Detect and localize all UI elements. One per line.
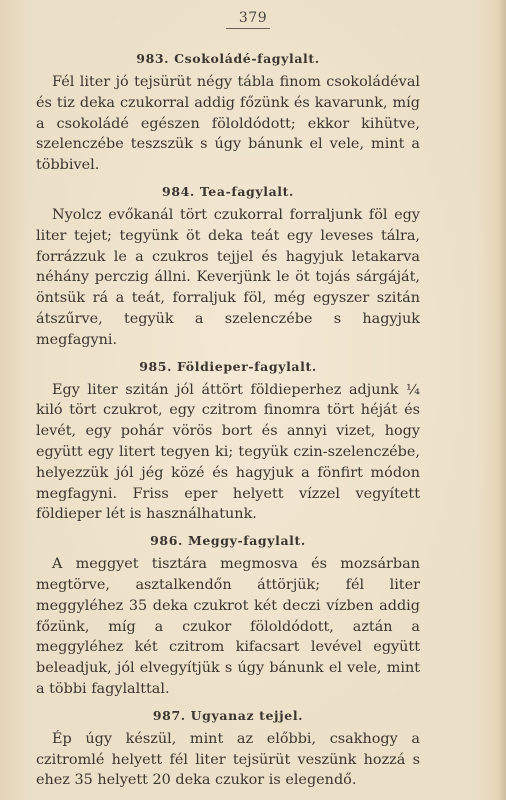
recipe-heading xyxy=(36,530,420,552)
page-number-rule xyxy=(226,28,270,29)
recipe-983 xyxy=(36,48,420,176)
recipe-number: 984. xyxy=(162,183,195,199)
recipe-987 xyxy=(36,705,420,791)
recipe-heading xyxy=(36,48,420,70)
page-edge-shadow xyxy=(498,0,506,800)
recipe-text: Fél liter jó tejsürüt négy tábla finom csokoládéval és tiz deka czukorral addig főzünk és kavarunk, míg a csokoládé egészen föloldódott; ekkor kihütve, szelenczébe teszszük s úgy bánunk el vele, mint a többivel. xyxy=(36,74,420,174)
recipe-text: Ép úgy készül, mint az előbbi, csakhogy a czitromlé helyett fél liter tejsürüt veszünk hozzá s ehez 35 helyett 20 deka czukor is elegendő. xyxy=(36,730,420,789)
recipe-number: 986. xyxy=(150,533,183,549)
recipe-number: 983. xyxy=(136,51,170,66)
recipe-984 xyxy=(36,181,420,351)
recipe-heading xyxy=(36,356,420,378)
recipe-986 xyxy=(36,530,420,700)
recipe-985 xyxy=(36,356,420,526)
recipe-heading xyxy=(36,705,420,727)
recipe-heading xyxy=(36,181,420,203)
recipe-number: 987. xyxy=(152,707,186,723)
recipe-text: Egy liter szitán jól áttört földieperhez adjunk ¼ kiló tört czukrot, egy czitrom finomra tört héját és levét, egy pohár vörös bort és annyi vizet, hogy együtt egy litert tegyen ki; tegyük czin-szelenczébe, helyezzük jól jég közé és hagyjuk a fönfirt módon megfagyni. Friss eper helyett vízzel vegyített földieper lét is használhatunk. xyxy=(36,381,420,523)
recipe-title: Tea-fagylalt. xyxy=(199,183,294,199)
recipe-number: 985. xyxy=(139,358,173,374)
recipe-text: A meggyet tisztára megmosva és mozsárban megtörve, asztalkendőn áttörjük; fél liter meggyléhez 35 deka czukrot két deczi vízben addig főzünk, míg a czukor föloldódott, aztán a meggyléhez két czitrom kifacsart levével együtt beleadjuk, jól elvegyítjük s úgy bánunk el vele, mint a többi fagylalttal. xyxy=(36,556,420,697)
recipe-text: Nyolcz evőkanál tört czukorral forraljunk föl egy liter tejet; tegyünk öt deka teát egy leveses tálra, forrázzuk le a czukros tejjel és hagyjuk letakarva néhány perczig állni. Keverjünk le öt tojás sárgáját, öntsük rá a teát, forraljuk föl, még egyszer szitán átszűrve, tegyük a szelenczébe s hagyjuk megfagyni. xyxy=(36,206,420,348)
page-content xyxy=(36,48,420,796)
recipe-title: Ugyanaz tejjel. xyxy=(190,707,304,723)
recipe-title: Csokoládé-fagylalt. xyxy=(174,51,320,66)
recipe-title: Földieper-fagylalt. xyxy=(177,358,317,374)
page-number: 379 xyxy=(238,10,268,26)
recipe-title: Meggy-fagylalt. xyxy=(187,533,306,549)
